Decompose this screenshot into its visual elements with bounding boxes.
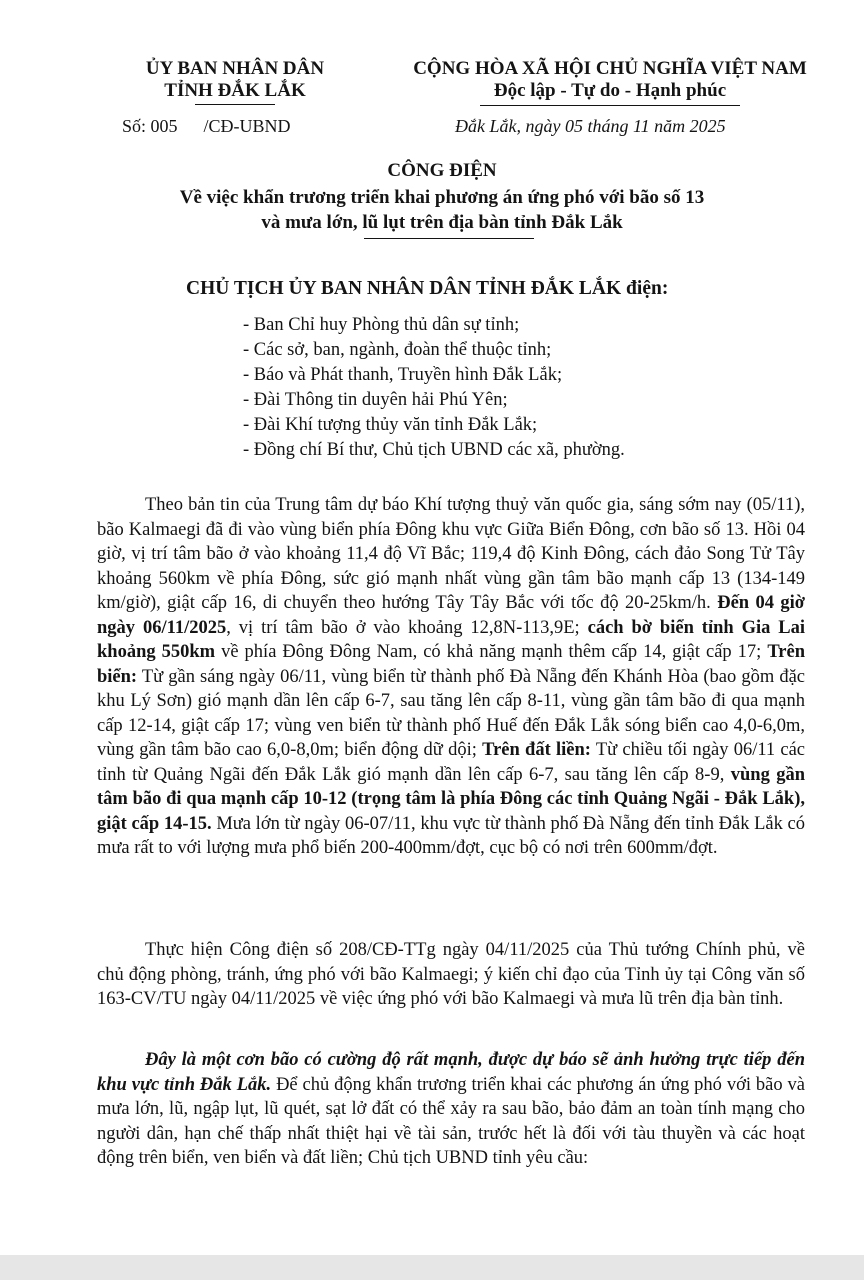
doc-no-label: Số: 005 [122, 116, 178, 136]
motto-underline [480, 105, 740, 106]
doc-no-suffix: /CĐ-UBND [203, 116, 291, 136]
agency-underline [195, 104, 275, 105]
recipient-item: - Đồng chí Bí thư, Chủ tịch UBND các xã, phường. [243, 440, 625, 460]
forecast-text: , vị trí tâm bão ở vào khoảng 12,8N-113,9E; [226, 617, 580, 638]
request-emphasis: Đây là một cơn bão có cường độ rất mạnh, được dự báo sẽ ảnh hưởng trực tiếp đến khu vực tỉnh Đắk Lắk. [97, 1050, 805, 1095]
directive-reference-paragraph: Thực hiện Công điện số 208/CĐ-TTg ngày 04/11/2025 của Thủ tướng Chính phủ, về chủ động phòng, tránh, ứng phó với bão Kalmaegi; ý kiến chỉ đạo của Tỉnh ủy tại Công văn số 163-CV/TU ngày 04/11/2025 về việc ứng phó với bão Kalmaegi và mưa lũ trên địa bàn tỉnh. [97, 940, 805, 1009]
place-date-day: 05 [564, 116, 583, 136]
document-subject-line-1: Về việc khẩn trương triển khai phương án ứng phó với bão số 13 [179, 187, 705, 208]
forecast-text: Theo bản tin của Trung tâm dự báo Khí tượng thuỷ văn quốc gia, sáng sớm nay (05/11), bão Kalmaegi đã đi vào vùng biển phía Đông khu vực Giữa Biển Đông, cơn bão số 13. Hồi 04 giờ, vị trí tâm bão ở vào khoảng 11,4 độ Vĩ Bắc; 119,4 độ Kinh Đông, cách đảo Song Tử Tây khoảng 560km về phía Đông, sức gió mạnh nhất vùng gần tâm bão mạnh cấp 13 (134-149 km/giờ), giật cấp 16, di chuyển theo hướng Tây Tây Bắc với tốc độ 20-25km/h. [97, 495, 805, 613]
place-date-prefix: Đắk Lắk, ngày [455, 116, 561, 136]
place-date-suffix: tháng 11 năm 2025 [587, 116, 726, 136]
national-motto [400, 58, 820, 106]
forecast-bold: vùng gần tâm bão đi qua mạnh cấp 10-12 (trọng tâm là phía Đông các tỉnh Quảng Ngãi - Đắk Lắk), giật cấp 14-15. [97, 764, 806, 834]
request-paragraph [97, 1048, 805, 1171]
recipient-item: - Đài Khí tượng thủy văn tỉnh Đắk Lắk; [243, 415, 538, 435]
request-text: Để chủ động khẩn trương triển khai các phương án ứng phó với bão và mưa lớn, lũ, ngập lụt, lũ quét, sạt lở đất có thể xảy ra sau bão, bảo đảm an toàn tính mạng cho người dân, hạn chế thấp nhất thiệt hại về tài sản, trước hết là đối với tàu thuyền và các hoạt động trên biển, ven biển và đất liền; Chủ tịch UBND tỉnh yêu cầu: [97, 1074, 805, 1168]
forecast-bold: Đến 04 giờ ngày 06/11/2025 [97, 593, 805, 638]
document-number [122, 116, 291, 137]
forecast-text: Từ chiều tối ngày 06/11 các tỉnh từ Quảng Ngãi đến Đắk Lắk gió mạnh dần lên cấp 6-7, sau tăng lên cấp 8-9, [97, 740, 806, 785]
recipient-item: - Các sở, ban, ngành, đoàn thể thuộc tỉnh; [243, 340, 552, 360]
motto-line-1: CỘNG HÒA XÃ HỘI CHỦ NGHĨA VIỆT NAM [413, 58, 807, 79]
recipient-item: - Ban Chỉ huy Phòng thủ dân sự tỉnh; [243, 315, 520, 335]
issuing-agency [110, 58, 360, 105]
forecast-text: Từ gần sáng ngày 06/11, vùng biển từ thành phố Đà Nẵng đến Khánh Hòa (bao gồm đặc khu Lý Sơn) gió mạnh dần lên cấp 6-7, sau tăng lên cấp 8-11, vùng gần tâm bão đi qua mạnh cấp 12-14, giật cấp 17; vùng ven biển từ thành phố Huế đến Đắk Lắk sóng biển cao 4,0-6,0m, vùng gần tâm bão cao 6,0-8,0m; biển động dữ dội; [97, 666, 805, 760]
forecast-text: Mưa lớn từ ngày 06-07/11, khu vực từ thành phố Đà Nẵng đến tỉnh Đắk Lắk có mưa rất to với lượng mưa phổ biến 200-400mm/đợt, cục bộ có nơi trên 600mm/đợt. [97, 813, 806, 858]
agency-line-1: ỦY BAN NHÂN DÂN [145, 58, 325, 79]
title-underline [364, 238, 534, 239]
motto-line-2: Độc lập - Tự do - Hạnh phúc [493, 80, 727, 101]
document-subject-line-2: và mưa lớn, lũ lụt trên địa bàn tỉnh Đắk Lắk [261, 212, 623, 233]
agency-line-2: TỈNH ĐẮK LẮK [164, 80, 306, 101]
recipient-item: - Đài Thông tin duyên hải Phú Yên; [243, 390, 508, 410]
forecast-bold: Trên biển: [97, 642, 806, 687]
forecast-bold: Trên đất liền: [482, 740, 591, 760]
forecast-text: về phía Đông Đông Nam, có khả năng mạnh thêm cấp 14, giật cấp 17; [221, 642, 762, 662]
scan-bottom-strip [0, 1255, 864, 1280]
sender-line: CHỦ TỊCH ỦY BAN NHÂN DÂN TỈNH ĐẮK LẮK điện: [186, 278, 669, 299]
recipient-item: - Báo và Phát thanh, Truyền hình Đắk Lắk; [243, 365, 563, 385]
forecast-bold: cách bờ biển tỉnh Gia Lai khoảng 550km [97, 617, 805, 662]
place-and-date [455, 116, 726, 137]
recipient-list [243, 313, 625, 463]
forecast-paragraph [97, 493, 805, 861]
document-type: CÔNG ĐIỆN [387, 160, 497, 181]
